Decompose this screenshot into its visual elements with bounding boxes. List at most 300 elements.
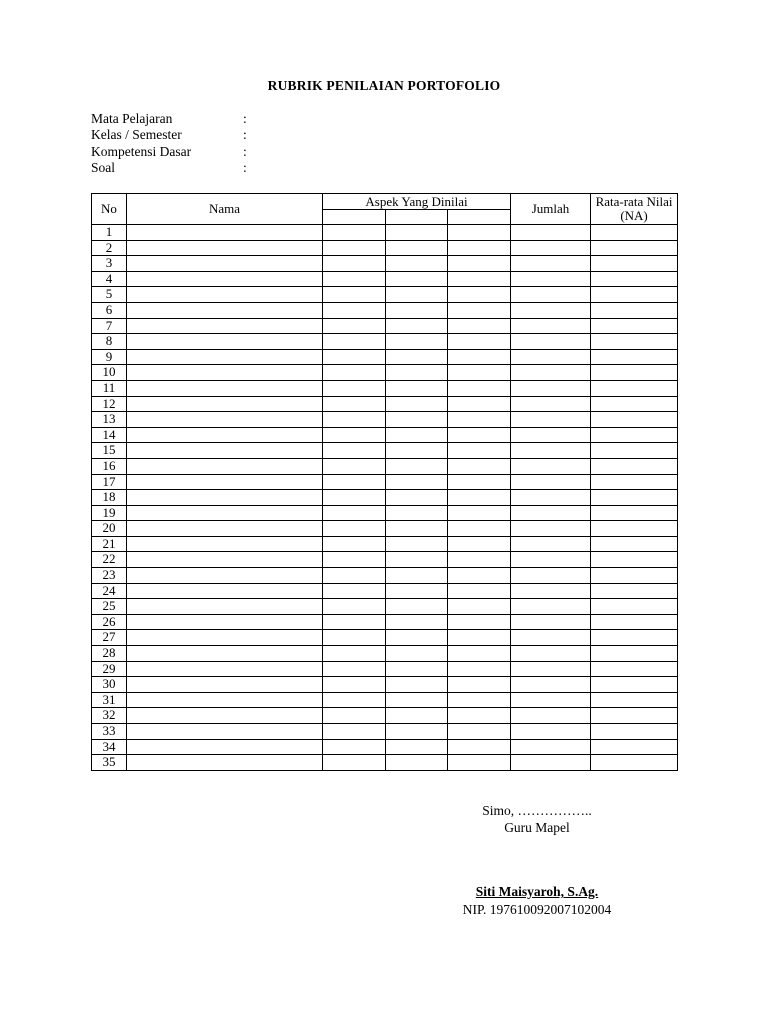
rata-rata-cell[interactable]	[591, 490, 678, 506]
aspek-3-cell[interactable]	[448, 630, 511, 646]
rata-rata-cell[interactable]	[591, 427, 678, 443]
row-number-cell: 7	[92, 318, 127, 334]
rata-rata-cell[interactable]	[591, 396, 678, 412]
rata-rata-cell[interactable]	[591, 505, 678, 521]
jumlah-cell[interactable]	[511, 552, 591, 568]
aspek-1-cell[interactable]	[323, 661, 386, 677]
aspek-1-cell[interactable]	[323, 349, 386, 365]
rata-rata-cell[interactable]	[591, 302, 678, 318]
table-row	[92, 692, 678, 708]
nama-cell[interactable]	[127, 365, 323, 381]
aspek-1-cell[interactable]	[323, 318, 386, 334]
aspek-3-cell[interactable]	[448, 536, 511, 552]
aspek-3-cell[interactable]	[448, 521, 511, 537]
nama-cell[interactable]	[127, 630, 323, 646]
meta-label: Mata Pelajaran	[91, 111, 173, 126]
row-number-cell: 31	[92, 692, 127, 708]
nama-cell[interactable]	[127, 583, 323, 599]
nama-cell[interactable]	[127, 349, 323, 365]
jumlah-cell[interactable]	[511, 692, 591, 708]
aspek-3-cell[interactable]	[448, 474, 511, 490]
signature-place-date: Simo, ……………..	[482, 803, 592, 818]
nama-cell[interactable]	[127, 287, 323, 303]
aspek-2-cell[interactable]	[386, 724, 448, 740]
table-row	[92, 708, 678, 724]
aspek-2-cell[interactable]	[386, 287, 448, 303]
nama-cell[interactable]	[127, 661, 323, 677]
jumlah-cell[interactable]	[511, 583, 591, 599]
row-number-cell: 9	[92, 349, 127, 365]
aspek-1-cell[interactable]	[323, 755, 386, 771]
table-row	[92, 287, 678, 303]
document-title: RUBRIK PENILAIAN PORTOFOLIO	[267, 78, 501, 93]
table-row	[92, 318, 678, 334]
aspek-2-cell[interactable]	[386, 349, 448, 365]
aspek-2-cell[interactable]	[386, 755, 448, 771]
aspek-3-cell[interactable]	[448, 365, 511, 381]
aspek-1-cell[interactable]	[323, 599, 386, 615]
table-row	[92, 443, 678, 459]
jumlah-cell[interactable]	[511, 256, 591, 272]
nama-cell[interactable]	[127, 568, 323, 584]
rata-rata-cell[interactable]	[591, 349, 678, 365]
nama-cell[interactable]	[127, 614, 323, 630]
aspek-2-cell[interactable]	[386, 380, 448, 396]
table-row	[92, 427, 678, 443]
jumlah-cell[interactable]	[511, 443, 591, 459]
row-number-cell: 32	[92, 708, 127, 724]
meta-label: Soal	[91, 159, 116, 175]
row-number-cell: 23	[92, 568, 127, 584]
aspek-2-cell[interactable]	[386, 302, 448, 318]
aspek-2-cell[interactable]	[386, 318, 448, 334]
aspek-2-cell[interactable]	[386, 271, 448, 287]
aspek-3-cell[interactable]	[448, 568, 511, 584]
aspek-3-cell[interactable]	[448, 646, 511, 662]
table-row	[92, 661, 678, 677]
aspek-3-cell[interactable]	[448, 256, 511, 272]
aspek-1-cell[interactable]	[323, 287, 386, 303]
aspek-1-cell[interactable]	[323, 724, 386, 740]
aspek-1-cell[interactable]	[323, 240, 386, 256]
aspek-3-cell[interactable]	[448, 443, 511, 459]
table-row	[92, 380, 678, 396]
signature-name: Siti Maisyaroh, S.Ag.	[475, 884, 599, 899]
aspek-1-cell[interactable]	[323, 677, 386, 693]
aspek-1-cell[interactable]	[323, 583, 386, 599]
aspek-3-cell[interactable]	[448, 708, 511, 724]
aspek-2-cell[interactable]	[386, 396, 448, 412]
aspek-2-cell[interactable]	[386, 365, 448, 381]
aspek-1-cell[interactable]	[323, 614, 386, 630]
meta-separator: :	[243, 143, 247, 159]
row-number-cell: 25	[92, 599, 127, 615]
nama-cell[interactable]	[127, 443, 323, 459]
rata-rata-cell[interactable]	[591, 646, 678, 662]
jumlah-cell[interactable]	[511, 380, 591, 396]
aspek-3-cell[interactable]	[448, 396, 511, 412]
aspek-1-cell[interactable]	[323, 692, 386, 708]
header-no: No	[92, 194, 127, 225]
aspek-1-cell[interactable]	[323, 427, 386, 443]
aspek-2-cell[interactable]	[386, 474, 448, 490]
aspek-1-cell[interactable]	[323, 474, 386, 490]
nama-cell[interactable]	[127, 474, 323, 490]
nama-cell[interactable]	[127, 505, 323, 521]
rata-rata-cell[interactable]	[591, 583, 678, 599]
aspek-2-cell[interactable]	[386, 458, 448, 474]
aspek-2-cell[interactable]	[386, 552, 448, 568]
aspek-1-cell[interactable]	[323, 536, 386, 552]
aspek-3-cell[interactable]	[448, 318, 511, 334]
jumlah-cell[interactable]	[511, 225, 591, 241]
row-number-cell: 27	[92, 630, 127, 646]
meta-row-soal	[91, 160, 247, 176]
table-row	[92, 334, 678, 350]
nama-cell[interactable]	[127, 302, 323, 318]
table-row	[92, 396, 678, 412]
aspek-1-cell[interactable]	[323, 458, 386, 474]
rata-rata-cell[interactable]	[591, 630, 678, 646]
nama-cell[interactable]	[127, 380, 323, 396]
aspek-2-cell[interactable]	[386, 256, 448, 272]
rata-rata-cell[interactable]	[591, 225, 678, 241]
aspek-2-cell[interactable]	[386, 692, 448, 708]
nama-cell[interactable]	[127, 739, 323, 755]
jumlah-cell[interactable]	[511, 412, 591, 428]
aspek-3-cell[interactable]	[448, 724, 511, 740]
table-row	[92, 349, 678, 365]
jumlah-cell[interactable]	[511, 240, 591, 256]
jumlah-cell[interactable]	[511, 427, 591, 443]
aspek-1-cell[interactable]	[323, 334, 386, 350]
signature-role: Guru Mapel	[504, 820, 570, 835]
jumlah-cell[interactable]	[511, 365, 591, 381]
aspek-3-cell[interactable]	[448, 677, 511, 693]
aspek-3-cell[interactable]	[448, 599, 511, 615]
aspek-3-cell[interactable]	[448, 240, 511, 256]
rata-rata-cell[interactable]	[591, 599, 678, 615]
rata-rata-cell[interactable]	[591, 240, 678, 256]
aspek-2-cell[interactable]	[386, 646, 448, 662]
aspek-3-cell[interactable]	[448, 271, 511, 287]
table-row	[92, 490, 678, 506]
rata-rata-cell[interactable]	[591, 474, 678, 490]
aspek-1-cell[interactable]	[323, 396, 386, 412]
meta-fields	[91, 111, 247, 176]
rata-rata-cell[interactable]	[591, 334, 678, 350]
table-row	[92, 521, 678, 537]
rata-rata-cell[interactable]	[591, 708, 678, 724]
aspek-2-cell[interactable]	[386, 568, 448, 584]
row-number-cell: 13	[92, 412, 127, 428]
aspek-1-cell[interactable]	[323, 443, 386, 459]
meta-row-kompetensi-dasar	[91, 144, 247, 160]
table-row	[92, 225, 678, 241]
aspek-1-cell[interactable]	[323, 739, 386, 755]
jumlah-cell[interactable]	[511, 505, 591, 521]
nama-cell[interactable]	[127, 646, 323, 662]
nama-cell[interactable]	[127, 692, 323, 708]
aspek-1-cell[interactable]	[323, 552, 386, 568]
nama-cell[interactable]	[127, 318, 323, 334]
row-number-cell: 35	[92, 755, 127, 771]
row-number-cell: 29	[92, 661, 127, 677]
aspek-1-cell[interactable]	[323, 380, 386, 396]
aspek-1-cell[interactable]	[323, 412, 386, 428]
aspek-3-cell[interactable]	[448, 225, 511, 241]
jumlah-cell[interactable]	[511, 458, 591, 474]
jumlah-cell[interactable]	[511, 318, 591, 334]
row-number-cell: 2	[92, 240, 127, 256]
row-number-cell: 14	[92, 427, 127, 443]
row-number-cell: 12	[92, 396, 127, 412]
aspek-2-cell[interactable]	[386, 521, 448, 537]
jumlah-cell[interactable]	[511, 724, 591, 740]
aspek-2-cell[interactable]	[386, 490, 448, 506]
aspek-3-cell[interactable]	[448, 661, 511, 677]
table-row	[92, 458, 678, 474]
nama-cell[interactable]	[127, 225, 323, 241]
nama-cell[interactable]	[127, 240, 323, 256]
jumlah-cell[interactable]	[511, 474, 591, 490]
table-row	[92, 536, 678, 552]
jumlah-cell[interactable]	[511, 536, 591, 552]
table-row	[92, 583, 678, 599]
rata-rata-cell[interactable]	[591, 692, 678, 708]
aspek-2-cell[interactable]	[386, 661, 448, 677]
jumlah-cell[interactable]	[511, 521, 591, 537]
rata-rata-cell[interactable]	[591, 287, 678, 303]
aspek-2-cell[interactable]	[386, 334, 448, 350]
aspek-1-cell[interactable]	[323, 365, 386, 381]
row-number-cell: 21	[92, 536, 127, 552]
table-row	[92, 302, 678, 318]
table-row	[92, 724, 678, 740]
nama-cell[interactable]	[127, 396, 323, 412]
aspek-3-cell[interactable]	[448, 427, 511, 443]
rata-rata-cell[interactable]	[591, 661, 678, 677]
meta-separator: :	[243, 127, 247, 143]
jumlah-cell[interactable]	[511, 630, 591, 646]
table-row	[92, 365, 678, 381]
header-aspek-3	[448, 210, 511, 225]
rata-rata-cell[interactable]	[591, 568, 678, 584]
nama-cell[interactable]	[127, 412, 323, 428]
header-jumlah: Jumlah	[511, 194, 591, 225]
rata-rata-cell[interactable]	[591, 365, 678, 381]
jumlah-cell[interactable]	[511, 287, 591, 303]
row-number-cell: 17	[92, 474, 127, 490]
meta-separator: :	[243, 159, 247, 175]
aspek-2-cell[interactable]	[386, 599, 448, 615]
row-number-cell: 30	[92, 677, 127, 693]
row-number-cell: 1	[92, 225, 127, 241]
jumlah-cell[interactable]	[511, 661, 591, 677]
row-number-cell: 24	[92, 583, 127, 599]
aspek-1-cell[interactable]	[323, 630, 386, 646]
jumlah-cell[interactable]	[511, 349, 591, 365]
rata-rata-cell[interactable]	[591, 271, 678, 287]
aspek-1-cell[interactable]	[323, 302, 386, 318]
jumlah-cell[interactable]	[511, 677, 591, 693]
meta-label: Kelas / Semester	[91, 127, 182, 143]
row-number-cell: 6	[92, 302, 127, 318]
header-rata-rata-nilai: Rata-rata Nilai (NA)	[591, 194, 678, 225]
nama-cell[interactable]	[127, 755, 323, 771]
nama-cell[interactable]	[127, 552, 323, 568]
rata-rata-cell[interactable]	[591, 552, 678, 568]
aspek-3-cell[interactable]	[448, 755, 511, 771]
rata-rata-cell[interactable]	[591, 318, 678, 334]
aspek-2-cell[interactable]	[386, 677, 448, 693]
aspek-3-cell[interactable]	[448, 380, 511, 396]
nama-cell[interactable]	[127, 724, 323, 740]
meta-row-kelas-semester	[91, 127, 247, 143]
rata-rata-cell[interactable]	[591, 443, 678, 459]
aspek-3-cell[interactable]	[448, 739, 511, 755]
aspek-3-cell[interactable]	[448, 583, 511, 599]
aspek-1-cell[interactable]	[323, 708, 386, 724]
rata-rata-cell[interactable]	[591, 614, 678, 630]
jumlah-cell[interactable]	[511, 739, 591, 755]
row-number-cell: 26	[92, 614, 127, 630]
jumlah-cell[interactable]	[511, 302, 591, 318]
row-number-cell: 19	[92, 505, 127, 521]
table-row	[92, 568, 678, 584]
nama-cell[interactable]	[127, 599, 323, 615]
aspek-3-cell[interactable]	[448, 552, 511, 568]
row-number-cell: 11	[92, 380, 127, 396]
row-number-cell: 33	[92, 724, 127, 740]
jumlah-cell[interactable]	[511, 271, 591, 287]
table-row	[92, 412, 678, 428]
aspek-3-cell[interactable]	[448, 302, 511, 318]
nama-cell[interactable]	[127, 334, 323, 350]
table-row	[92, 256, 678, 272]
jumlah-cell[interactable]	[511, 708, 591, 724]
aspek-2-cell[interactable]	[386, 708, 448, 724]
table-row	[92, 677, 678, 693]
aspek-3-cell[interactable]	[448, 334, 511, 350]
aspek-1-cell[interactable]	[323, 521, 386, 537]
aspek-2-cell[interactable]	[386, 443, 448, 459]
jumlah-cell[interactable]	[511, 396, 591, 412]
aspek-3-cell[interactable]	[448, 458, 511, 474]
nama-cell[interactable]	[127, 271, 323, 287]
jumlah-cell[interactable]	[511, 755, 591, 771]
nama-cell[interactable]	[127, 536, 323, 552]
meta-separator: :	[243, 111, 247, 126]
aspek-2-cell[interactable]	[386, 225, 448, 241]
table-row	[92, 739, 678, 755]
nama-cell[interactable]	[127, 490, 323, 506]
rata-rata-cell[interactable]	[591, 536, 678, 552]
header-aspek-2	[386, 210, 448, 225]
header-aspek-yang-dinilai: Aspek Yang Dinilai	[323, 194, 511, 210]
table-row	[92, 614, 678, 630]
aspek-3-cell[interactable]	[448, 412, 511, 428]
nama-cell[interactable]	[127, 521, 323, 537]
jumlah-cell[interactable]	[511, 568, 591, 584]
row-number-cell: 16	[92, 458, 127, 474]
jumlah-cell[interactable]	[511, 599, 591, 615]
aspek-3-cell[interactable]	[448, 614, 511, 630]
row-number-cell: 3	[92, 256, 127, 272]
aspek-1-cell[interactable]	[323, 646, 386, 662]
jumlah-cell[interactable]	[511, 334, 591, 350]
aspek-2-cell[interactable]	[386, 505, 448, 521]
portfolio-rubric-table	[91, 193, 678, 771]
table-body	[92, 225, 678, 771]
aspek-2-cell[interactable]	[386, 614, 448, 630]
header-aspek-1	[323, 210, 386, 225]
row-number-cell: 22	[92, 552, 127, 568]
rata-rata-cell[interactable]	[591, 521, 678, 537]
row-number-cell: 34	[92, 739, 127, 755]
aspek-1-cell[interactable]	[323, 256, 386, 272]
rata-rata-cell[interactable]	[591, 677, 678, 693]
aspek-1-cell[interactable]	[323, 225, 386, 241]
aspek-1-cell[interactable]	[323, 505, 386, 521]
jumlah-cell[interactable]	[511, 646, 591, 662]
aspek-1-cell[interactable]	[323, 271, 386, 287]
table-row	[92, 505, 678, 521]
rata-rata-cell[interactable]	[591, 256, 678, 272]
nama-cell[interactable]	[127, 677, 323, 693]
aspek-1-cell[interactable]	[323, 568, 386, 584]
rata-rata-cell[interactable]	[591, 458, 678, 474]
table-row	[92, 271, 678, 287]
signature-nip: NIP. 197610092007102004	[462, 902, 612, 917]
table-row	[92, 599, 678, 615]
aspek-2-cell[interactable]	[386, 412, 448, 428]
nama-cell[interactable]	[127, 708, 323, 724]
jumlah-cell[interactable]	[511, 490, 591, 506]
aspek-2-cell[interactable]	[386, 536, 448, 552]
aspek-3-cell[interactable]	[448, 692, 511, 708]
aspek-2-cell[interactable]	[386, 240, 448, 256]
table-row	[92, 552, 678, 568]
rata-rata-cell[interactable]	[591, 755, 678, 771]
rata-rata-cell[interactable]	[591, 724, 678, 740]
row-number-cell: 10	[92, 365, 127, 381]
aspek-2-cell[interactable]	[386, 630, 448, 646]
rata-rata-cell[interactable]	[591, 412, 678, 428]
aspek-2-cell[interactable]	[386, 427, 448, 443]
table-row	[92, 474, 678, 490]
aspek-2-cell[interactable]	[386, 739, 448, 755]
aspek-3-cell[interactable]	[448, 490, 511, 506]
meta-label: Kompetensi Dasar	[91, 143, 192, 159]
nama-cell[interactable]	[127, 256, 323, 272]
aspek-2-cell[interactable]	[386, 583, 448, 599]
rata-rata-cell[interactable]	[591, 380, 678, 396]
aspek-3-cell[interactable]	[448, 505, 511, 521]
aspek-3-cell[interactable]	[448, 287, 511, 303]
nama-cell[interactable]	[127, 458, 323, 474]
rata-rata-cell[interactable]	[591, 739, 678, 755]
nama-cell[interactable]	[127, 427, 323, 443]
row-number-cell: 18	[92, 490, 127, 506]
jumlah-cell[interactable]	[511, 614, 591, 630]
meta-row-mata-pelajaran	[91, 111, 247, 127]
row-number-cell: 28	[92, 646, 127, 662]
table-row	[92, 240, 678, 256]
row-number-cell: 8	[92, 334, 127, 350]
aspek-3-cell[interactable]	[448, 349, 511, 365]
aspek-1-cell[interactable]	[323, 490, 386, 506]
